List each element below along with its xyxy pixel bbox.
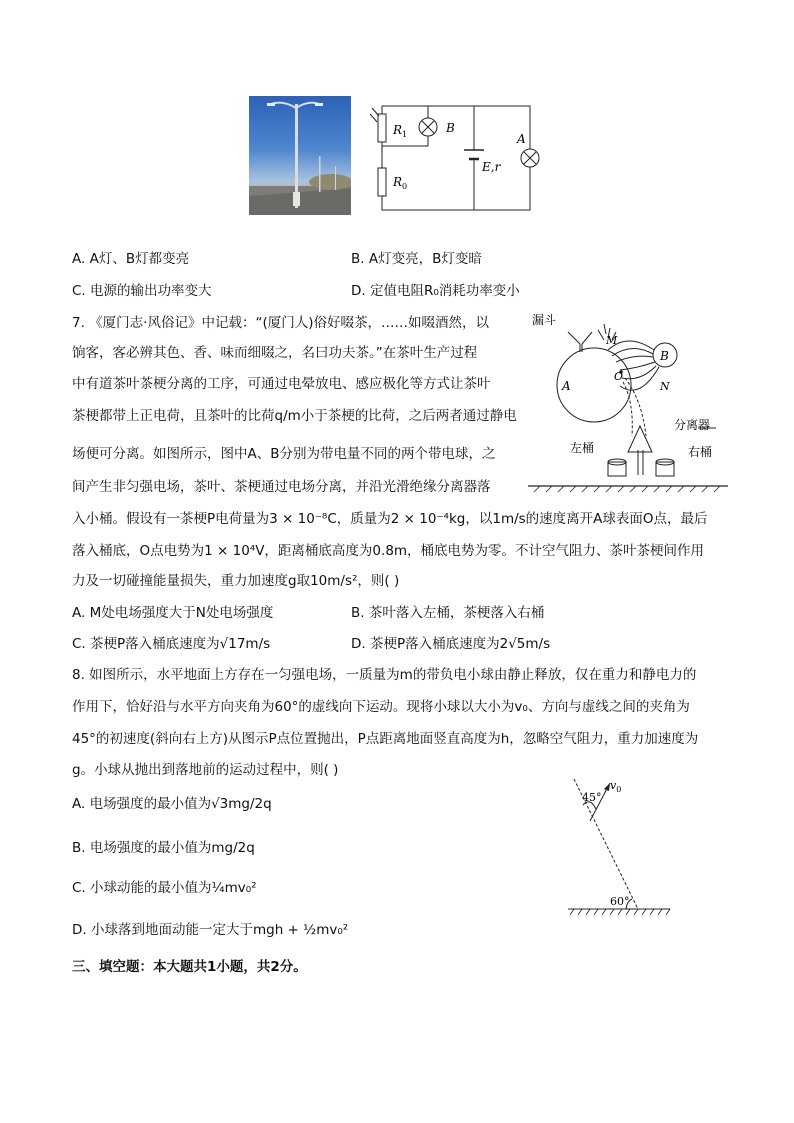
q7-option-a[interactable]: A. M处电场强度大于N处电场强度	[72, 605, 274, 621]
svg-text:N: N	[660, 380, 670, 393]
projectile-figure	[560, 775, 680, 921]
svg-text:A: A	[562, 379, 571, 393]
svg-text:O: O	[614, 370, 624, 383]
battery-icon	[464, 150, 484, 159]
r0-resistor	[378, 168, 386, 196]
svg-text:R1: $R_1$	[393, 123, 408, 139]
svg-text:分离器: 分离器	[674, 418, 711, 432]
q7-line-5: 场便可分离。如图所示，图中A、B分别为带电量不同的两个带电球，之	[72, 446, 496, 462]
svg-text:右桶: 右桶	[688, 445, 713, 459]
q6-option-d[interactable]: D. 定值电阻R₀消耗功率变小	[351, 283, 520, 299]
q6-option-b[interactable]: B. A灯变亮，B灯变暗	[351, 251, 482, 267]
q7-line-3: 中有道茶叶茶梗分离的工序，可通过电晕放电、感应极化等方式让茶叶	[72, 376, 491, 392]
r1-resistor	[370, 108, 386, 142]
q7-line-4: 茶梗都带上正电荷，且茶叶的比荷q/m小于茶梗的比荷，之后两者通过静电	[72, 408, 517, 424]
svg-text:E,r: E,r	[482, 160, 501, 174]
q6-option-c[interactable]: C. 电源的输出功率变大	[72, 283, 212, 299]
q7-option-d[interactable]: D. 茶梗P落入桶底速度为2√5m/s	[351, 636, 551, 652]
q6-option-a[interactable]: A. A灯、B灯都变亮	[72, 251, 190, 267]
svg-text:B: B	[660, 349, 669, 363]
circuit-diagram	[370, 96, 550, 218]
q7-line-6: 间产生非匀强电场，茶叶、茶梗通过电场分离，并沿光滑绝缘分离器落	[72, 479, 491, 495]
svg-text:45°: 45°	[582, 791, 602, 804]
svg-text:漏斗: 漏斗	[532, 313, 557, 327]
lamp-a-icon	[521, 149, 539, 167]
lamp-b-icon	[419, 118, 437, 136]
svg-text:A: A	[517, 132, 526, 146]
q7-line-7: 入小桶。假设有一茶梗P电荷量为3 × 10⁻⁸C，质量为2 × 10⁻⁴kg，以1m/s的速度离开A球表面O点，最后	[72, 511, 708, 527]
q8-option-b[interactable]: B. 电场强度的最小值为mg/2q	[72, 840, 255, 856]
tea-separation-figure	[528, 310, 728, 494]
q8-option-a[interactable]: A. 电场强度的最小值为√3mg/2q	[72, 796, 272, 812]
q7-line-8: 落入桶底，O点电势为1 × 10⁴V，距离桶底高度为0.8m，桶底电势为零。不计空气阻力、茶叶茶梗间作用	[72, 543, 705, 559]
section-heading: 三、填空题：本大题共1小题，共2分。	[72, 959, 307, 975]
svg-text:M: M	[606, 334, 618, 347]
q7-line-2: 饷客，客必辨其色、香、味而细啜之，名曰功夫茶。”在茶叶生产过程	[72, 345, 478, 361]
q8-line-4: g。小球从抛出到落地前的运动过程中，则( )	[72, 762, 339, 778]
q8-option-c[interactable]: C. 小球动能的最小值为¼mv₀²	[72, 880, 257, 896]
q8-option-d[interactable]: D. 小球落到地面动能一定大于mgh + ½mv₀²	[72, 922, 349, 938]
q7-option-c[interactable]: C. 茶梗P落入桶底速度为√17m/s	[72, 636, 271, 652]
q8-line-3: 45°的初速度(斜向右上方)从图示P点位置抛出，P点距离地面竖直高度为h，忽略空气阻力，重力加速度为	[72, 731, 699, 747]
svg-text:左桶: 左桶	[570, 441, 595, 455]
svg-text:B: B	[446, 121, 455, 135]
svg-text:v0: $v_0$	[610, 779, 622, 794]
q8-line-2: 作用下，恰好沿与水平方向夹角为60°的虚线向下运动。现将小球以大小为v₀、方向与虚线之间的夹角为	[72, 699, 690, 715]
q7-line-9: 力及一切碰撞能量损失，重力加速度g取10m/s²，则( )	[72, 573, 400, 589]
svg-text:R0: $R_0$	[393, 175, 408, 191]
q7-option-b[interactable]: B. 茶叶落入左桶，茶梗落入右桶	[351, 605, 545, 621]
q8-line-1: 8. 如图所示，水平地面上方存在一匀强电场，一质量为m的带负电小球由静止释放，仅在重力和静电力的	[72, 667, 697, 683]
street-lamp-photo	[249, 96, 351, 215]
svg-text:60°: 60°	[610, 895, 630, 908]
q7-line-1: 7. 《厦门志·风俗记》中记载：“(厦门人)俗好啜茶，……如啜酒然，以	[72, 315, 489, 331]
